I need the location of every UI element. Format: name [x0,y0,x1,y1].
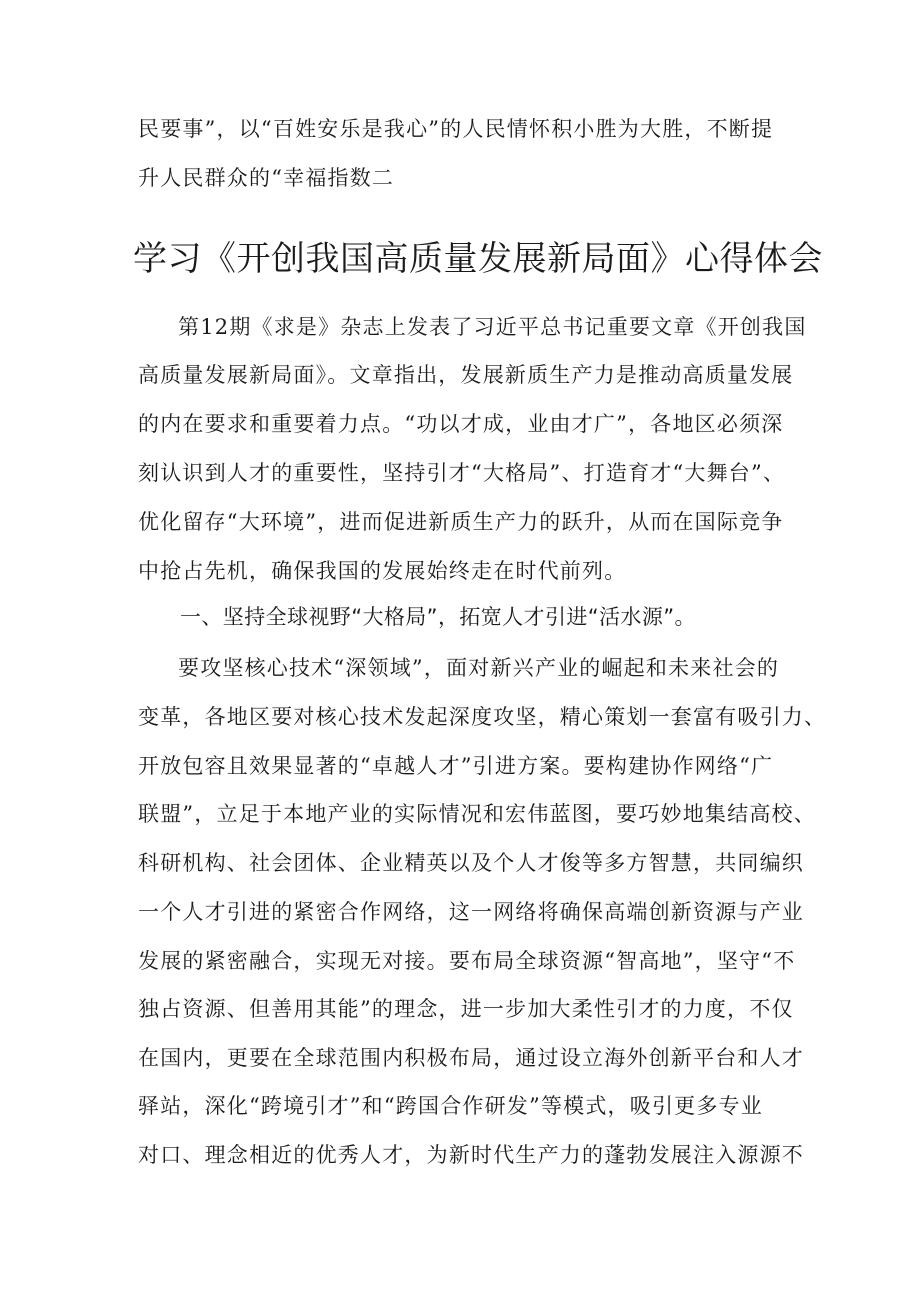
paragraph1-line-1: 第12期《求是》杂志上发表了习近平总书记重要文章《开创我国 [178,315,807,339]
paragraph1-line-6: 中抢占先机，确保我国的发展始终走在时代前列。 [138,559,627,583]
paragraph2-line-5: 科研机构、社会团体、企业精英以及个人才俊等多方智慧，共同编织 [138,851,804,875]
intro-line-2: 升人民群众的“幸福指数二 [138,166,395,190]
paragraph2-line-9: 在国内，更要在全球范围内积极布局，通过设立海外创新平台和人才 [138,1046,804,1070]
paragraph2-line-1: 要攻坚核心技术“深领域”，面对新兴产业的崛起和未来社会的 [178,656,780,680]
paragraph2-line-2: 变革，各地区要对核心技术发起深度攻坚，精心策划一套富有吸引力、 [138,705,827,729]
paragraph2-line-10: 驿站，深化“跨境引才”和“跨国合作研发”等模式，吸引更多专业 [138,1094,763,1118]
paragraph2-line-4: 联盟”，立足于本地产业的实际情况和宏伟蓝图，要巧妙地集结高校、 [138,802,816,826]
paragraph2-line-3: 开放包容且效果显著的“卓越人才”引进方案。要构建协作网络“广 [138,754,774,778]
paragraph1-line-5: 优化留存“大环境”，进而促进新质生产力的跃升，从而在国际竞争 [138,510,784,534]
document-title: 学习《开创我国高质量发展新局面》心得体会 [133,239,823,279]
section-heading: 一、坚持全球视野“大格局”，拓宽人才引进“活水源”。 [180,605,696,629]
paragraph1-line-2: 高质量发展新局面》。文章指出，发展新质生产力是推动高质量发展 [138,363,794,387]
paragraph2-line-7: 发展的紧密融合，实现无对接。要布局全球资源“智高地”，坚守“不 [138,949,796,973]
paragraph1-line-4: 刻认识到人才的重要性，坚持引才“大格局”、打造育才“大舞台”、 [138,461,786,485]
intro-line-1: 民要事”，以“百姓安乐是我心”的人民情怀积小胜为大胜，不断提 [138,117,774,141]
paragraph2-line-8: 独占资源、但善用其能”的理念，进一步加大柔性引才的力度，不仅 [138,997,794,1021]
paragraph1-line-3: 的内在要求和重要着力点。“功以才成，业由才广”，各地区必须深 [138,412,784,436]
paragraph2-line-6: 一个人才引进的紧密合作网络，这一网络将确保高端创新资源与产业 [138,900,804,924]
paragraph2-line-11: 对口、理念相近的优秀人才，为新时代生产力的蓬勃发展注入源源不 [138,1143,804,1167]
